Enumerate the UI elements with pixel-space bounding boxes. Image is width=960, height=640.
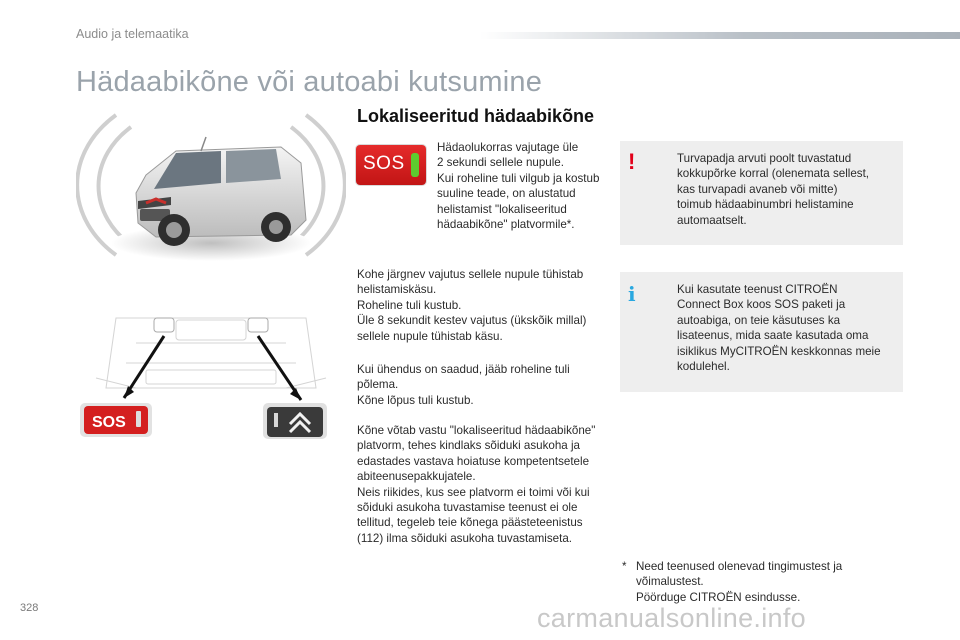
header-bar [480,32,960,39]
page-title: Hädaabikõne või autoabi kutsumine [76,66,543,98]
footnote-text: Need teenused olenevad tingimustest ja võimalustest. Pöörduge CITROËN esindusse. [636,560,843,604]
sos-button-label: SOS [363,153,405,174]
assistance-button-illustration [263,403,327,439]
van-icon [136,137,306,246]
paragraph-cancel: Kohe järgnev vajutus sellele nupule tühistab helistamiskäsu. Roheline tuli kustub. Üle 8 sekundit kestev vajutus (ükskõik millal) sellele nupule tühistab käsu. [357,268,587,343]
paragraph-connection: Kui ühendus on saadud, jääb roheline tuli põlema. Kõne lõpus tuli kustub. [357,363,570,407]
running-header: Audio ja telemaatika [76,27,189,41]
van-illustration [76,105,346,270]
sos-figure-label: SOS [92,414,126,431]
warning-box [620,141,903,245]
intro-text: Hädaolukorras vajutage üle 2 sekundi sellele nupule. Kui roheline tuli vilgub ja kostub suuline teade, on alustatud helistamist "lokaliseeritud hädaabikõne" platvormile*. [437,141,600,232]
paragraph-platform: Kõne võtab vastu "lokaliseeritud hädaabikõne" platvorm, tehes kindlaks sõiduki asukoha ja edastades vastava hoiatuse kompetentsetele abiteenusepakkujatele. Neis riikides, kus see platvorm ei toimi või kui sõiduki asukoha tuvastamise teenust ei ole tellitud, tegeleb teie kõnega päästeteenistus (112) ilma sõiduki asukoha tuvastamiseta. [357,424,596,545]
ceiling-console-illustration [76,308,346,448]
warning-text: Turvapadja arvuti poolt tuvastatud kokkupõrke korral (olenemata sellest, kas turvapadi avaneb või mitte) toimub hädaabinumbri helistamine automaatselt. [677,152,870,227]
watermark: carmanualsonline.info [537,603,806,633]
info-icon: i [628,282,636,306]
info-box [620,272,903,392]
info-text: Kui kasutate teenust CITROËN Connect Box koos SOS paketi ja autoabiga, on teie käsutuses ka lisateenus, mida saate kasutada oma isiklikus MyCITROËN keskkonnas meie kodulehel. [677,283,881,374]
section-title: Lokaliseeritud hädaabikõne [357,106,595,126]
page-number: 328 [20,602,39,614]
sos-button-illustration [80,403,152,437]
warning-icon: ! [628,149,636,174]
footnote-star: * [622,560,627,573]
green-led-icon [411,153,419,177]
sos-button-icon [356,145,426,185]
